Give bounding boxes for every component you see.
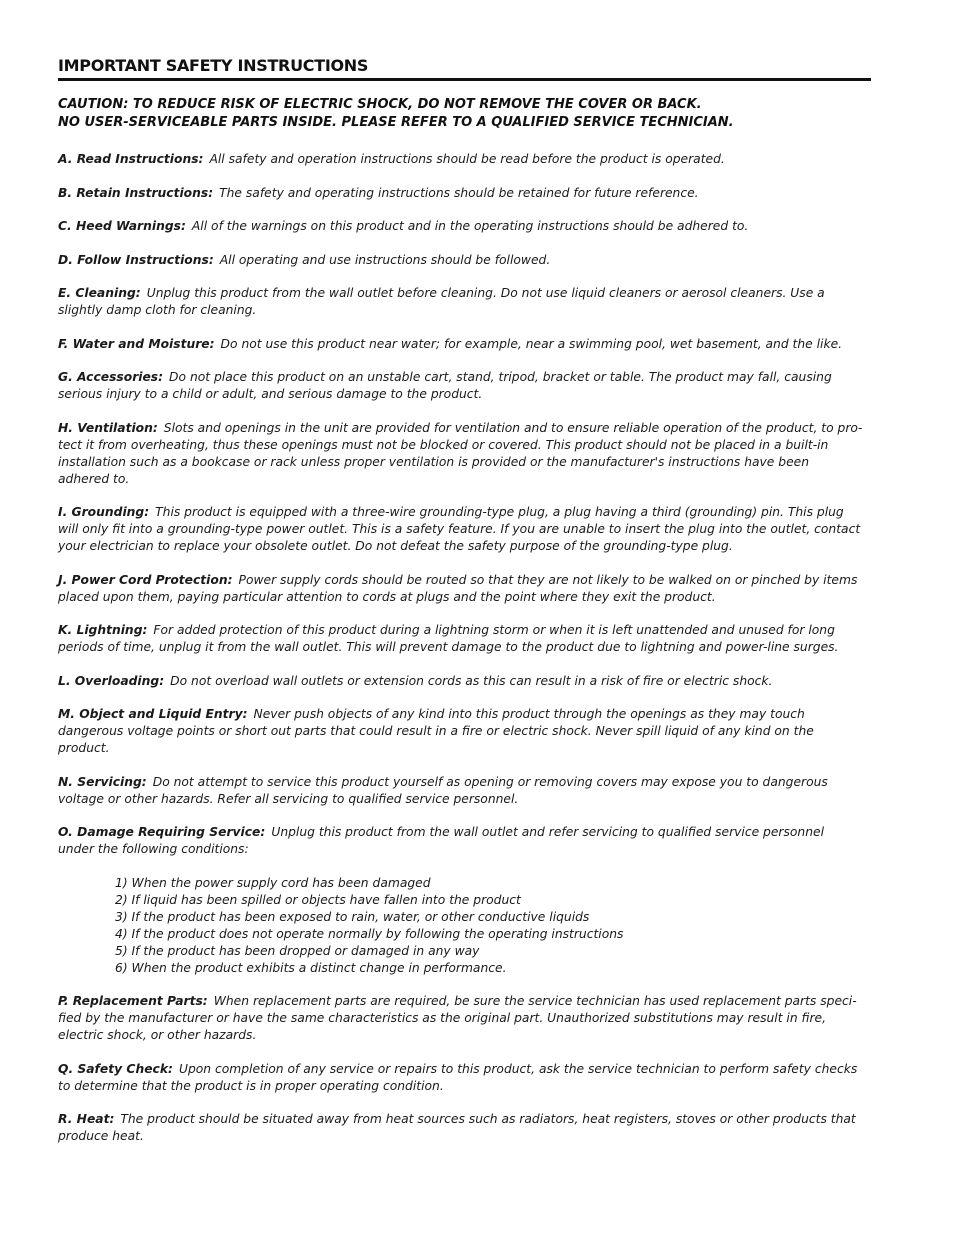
instruction-item bbox=[58, 369, 863, 403]
instruction-label: P. Replacement Parts: bbox=[58, 994, 208, 1008]
instruction-label: R. Heat: bbox=[58, 1112, 115, 1126]
instruction-text: This product is equipped with a three-wire grounding-type plug, a plug having a third (grounding) pin. This plug will only fit into a grounding-type power outlet. This is a safety feature. If you are unable to insert the plug into the outlet, contact your electrician to replace your obsolete outlet. Do not defeat the safety purpose of the grounding-type plug. bbox=[58, 505, 861, 553]
instruction-list bbox=[58, 151, 863, 1162]
instruction-text: When replacement parts are required, be sure the service technician has used replacement parts speci-fied by the manufacturer or have the same characteristics as the original part. Unauthorized substitutions may result in fire, electric shock, or other hazards. bbox=[58, 994, 857, 1042]
instruction-item bbox=[58, 336, 863, 353]
page-title: IMPORTANT SAFETY INSTRUCTIONS bbox=[58, 56, 369, 75]
instruction-text: Do not attempt to service this product yourself as opening or removing covers may expose you to dangerous voltage or other hazards. Refer all servicing to qualified service personnel. bbox=[58, 774, 828, 806]
instruction-text: Never push objects of any kind into this product through the openings as they may touch dangerous voltage points or short out parts that could result in a fire or electric shock. Never spill liquid of any kind on the product. bbox=[58, 707, 814, 755]
instruction-label: A. Read Instructions: bbox=[58, 152, 204, 166]
instruction-item bbox=[58, 218, 863, 235]
instruction-label: N. Servicing: bbox=[58, 774, 147, 789]
instruction-item bbox=[58, 622, 863, 656]
title-rule bbox=[58, 78, 871, 81]
instruction-item bbox=[58, 185, 863, 202]
instruction-item bbox=[58, 673, 863, 690]
instruction-text: Do not place this product on an unstable cart, stand, tripod, bracket or table. The product may fall, causing serious injury to a child or adult, and serious damage to the product. bbox=[58, 370, 832, 401]
instruction-item bbox=[58, 1111, 863, 1145]
instruction-item bbox=[58, 706, 863, 757]
instruction-item bbox=[58, 420, 863, 488]
instruction-label: K. Lightning: bbox=[58, 623, 148, 637]
list-item: 4) If the product does not operate normally by following the operating instructions bbox=[115, 926, 624, 941]
instruction-label: I. Grounding: bbox=[58, 505, 150, 519]
instruction-item bbox=[58, 252, 863, 269]
list-item: 1) When the power supply cord has been damaged bbox=[115, 875, 431, 890]
instruction-text: Upon completion of any service or repairs to this product, ask the service technician to perform safety checks to determine that the product is in proper operating condition. bbox=[58, 1061, 858, 1093]
service-conditions-list bbox=[58, 858, 863, 977]
instruction-text: Unplug this product from the wall outlet before cleaning. Do not use liquid cleaners or aerosol cleaners. Use a slightly damp cloth for cleaning. bbox=[58, 286, 825, 317]
instruction-text: Do not use this product near water; for example, near a swimming pool, wet basement, and the like. bbox=[220, 336, 843, 351]
instruction-label: E. Cleaning: bbox=[58, 286, 141, 300]
instruction-label: D. Follow Instructions: bbox=[58, 252, 214, 267]
instruction-item bbox=[58, 993, 863, 1044]
instruction-label: Q. Safety Check: bbox=[58, 1061, 173, 1076]
instruction-item bbox=[58, 151, 863, 168]
instruction-label: F. Water and Moisture: bbox=[58, 336, 215, 351]
instruction-label: L. Overloading: bbox=[58, 673, 165, 688]
instruction-item bbox=[58, 572, 863, 606]
list-item: 2) If liquid has been spilled or objects have fallen into the product bbox=[115, 892, 521, 907]
instruction-text: All of the warnings on this product and in the operating instructions should be adhered to. bbox=[191, 219, 749, 233]
caution-notice bbox=[58, 96, 871, 132]
instruction-label: M. Object and Liquid Entry: bbox=[58, 707, 248, 721]
instruction-text: All operating and use instructions should be followed. bbox=[219, 252, 551, 267]
instruction-text: Slots and openings in the unit are provided for ventilation and to ensure reliable operation of the product, to pro-tect it from overheating, thus these openings must not be blocked or covered. This product should not be placed in a built-in installation such as a bookcase or rack unless proper ventilation is provided or the manufacturer's instructions have been adhered to. bbox=[58, 420, 863, 486]
caution-line: NO USER-SERVICEABLE PARTS INSIDE. PLEASE REFER TO A QUALIFIED SERVICE TECHNICIAN. bbox=[58, 115, 734, 130]
instruction-label: B. Retain Instructions: bbox=[58, 185, 214, 200]
list-item: 3) If the product has been exposed to rain, water, or other conductive liquids bbox=[115, 909, 590, 924]
caution-line: CAUTION: TO REDUCE RISK OF ELECTRIC SHOCK, DO NOT REMOVE THE COVER OR BACK. bbox=[58, 97, 702, 112]
instruction-label: J. Power Cord Protection: bbox=[58, 572, 233, 587]
instruction-label: G. Accessories: bbox=[58, 370, 164, 384]
instruction-text: All safety and operation instructions should be read before the product is operated. bbox=[209, 152, 725, 166]
instruction-text: The product should be situated away from heat sources such as radiators, heat registers, stoves or other products that produce heat. bbox=[58, 1112, 856, 1143]
instruction-item bbox=[58, 824, 863, 858]
instruction-text: Do not overload wall outlets or extension cords as this can result in a risk of fire or electric shock. bbox=[170, 673, 773, 688]
instruction-label: O. Damage Requiring Service: bbox=[58, 825, 266, 839]
instruction-item bbox=[58, 504, 863, 555]
instruction-item bbox=[58, 774, 863, 808]
instruction-text: Unplug this product from the wall outlet and refer servicing to qualified service personnel under the following conditions: bbox=[58, 825, 824, 856]
instruction-text: For added protection of this product during a lightning storm or when it is left unattended and unused for long periods of time, unplug it from the wall outlet. This will prevent damage to the product due to lightning and power-line surges. bbox=[58, 623, 839, 654]
instruction-item bbox=[58, 285, 863, 319]
list-item: 6) When the product exhibits a distinct change in performance. bbox=[115, 960, 507, 975]
instruction-text: The safety and operating instructions should be retained for future reference. bbox=[219, 185, 699, 200]
instruction-item bbox=[58, 1061, 863, 1095]
instruction-label: H. Ventilation: bbox=[58, 420, 158, 435]
instruction-label: C. Heed Warnings: bbox=[58, 219, 186, 233]
instruction-text: Power supply cords should be routed so that they are not likely to be walked on or pinched by items placed upon them, paying particular attention to cords at plugs and the point where they exit the product. bbox=[58, 572, 858, 604]
list-item: 5) If the product has been dropped or damaged in any way bbox=[115, 943, 480, 958]
